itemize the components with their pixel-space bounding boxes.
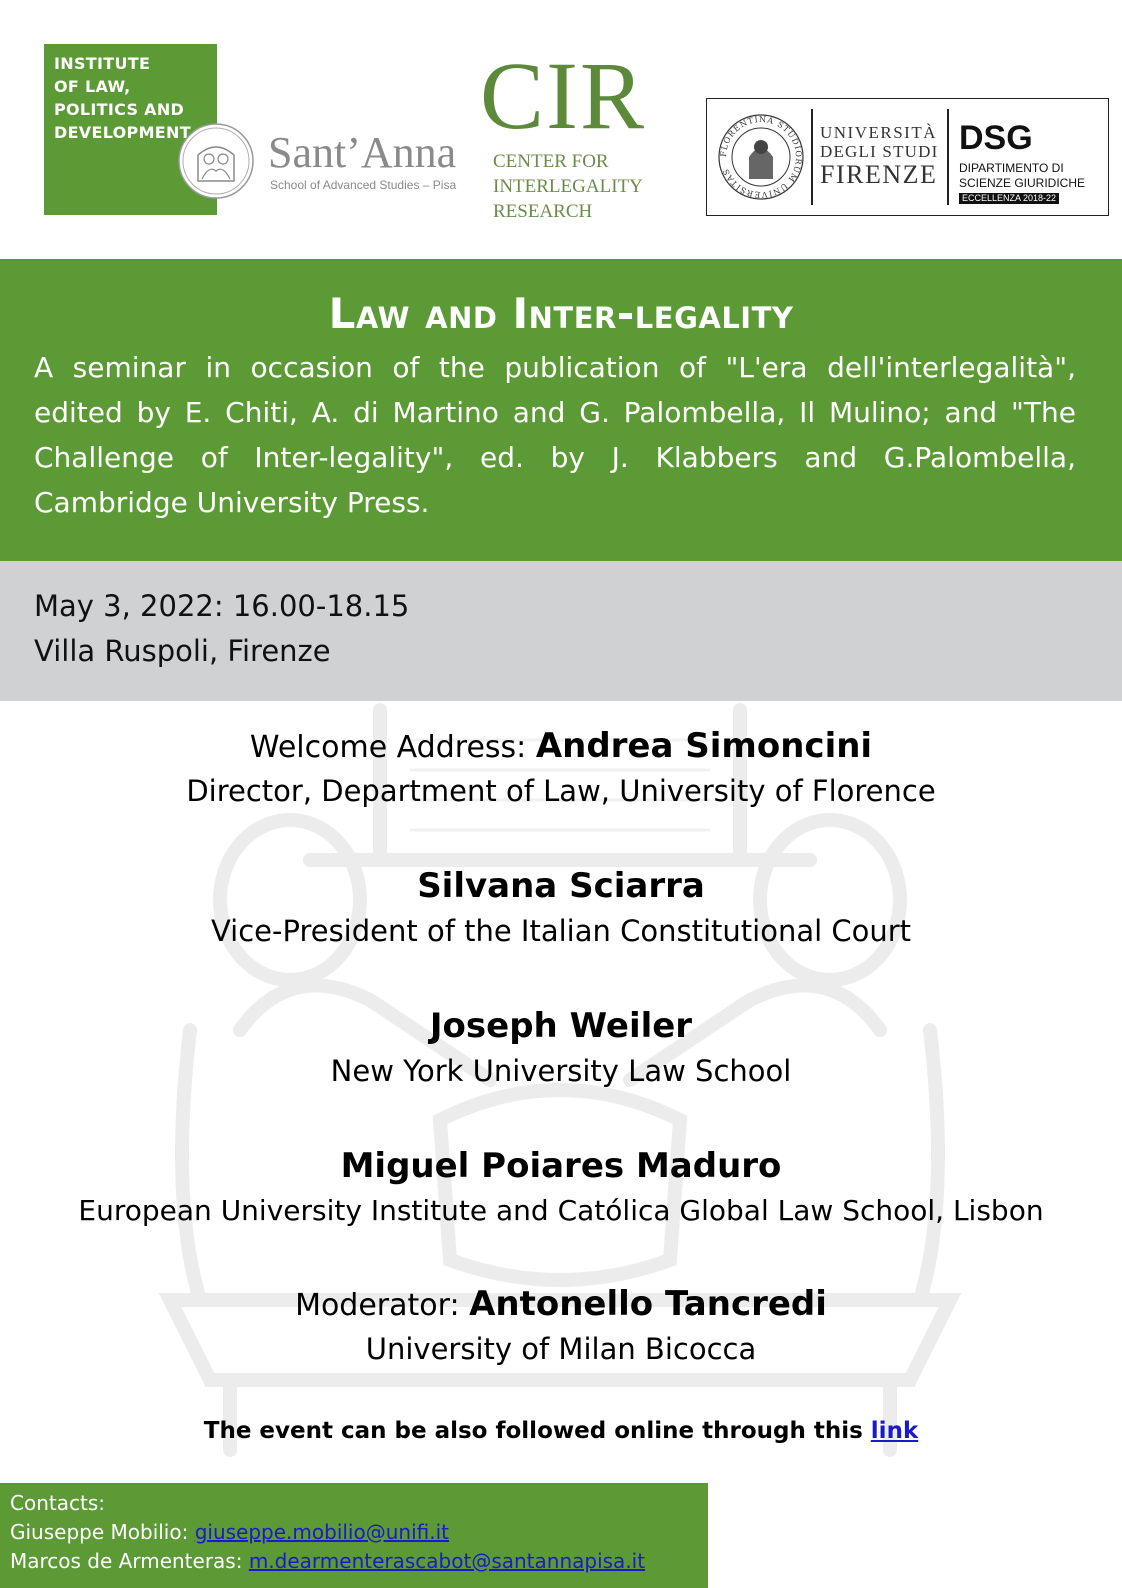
contact-email-link[interactable]: m.dearmenterascabot@santannapisa.it [248, 1549, 646, 1573]
cir-abbr: CIR [480, 42, 647, 149]
speaker-affiliation: New York University Law School [330, 1054, 792, 1088]
contact-name: Giuseppe Mobilio: [10, 1520, 195, 1544]
dsg-full-name: DIPARTIMENTO DI SCIENZE GIURIDICHE [959, 161, 1086, 190]
speaker-name: Joseph Weiler [429, 1006, 693, 1046]
santanna-subtitle: School of Advanced Studies – Pisa [270, 178, 457, 192]
contact-name: Marcos de Armenteras: [10, 1549, 249, 1573]
speaker-name: Silvana Sciarra [417, 866, 705, 906]
event-title: Law and Inter-legality [328, 289, 794, 338]
unifi-seal-icon [717, 113, 805, 201]
contact-row [10, 1547, 698, 1576]
santanna-seal-icon [176, 121, 256, 201]
online-notice [0, 1418, 1122, 1444]
contact-row [10, 1518, 698, 1547]
title-band [0, 259, 1122, 561]
divider [811, 109, 813, 205]
speaker-item [0, 866, 1122, 954]
speaker-name: Miguel Poiares Maduro [340, 1146, 782, 1186]
divider [947, 109, 949, 205]
speaker-item [0, 1284, 1122, 1372]
online-text: The event can be also followed online through this [203, 1418, 871, 1444]
speaker-item [0, 1146, 1122, 1234]
speaker-affiliation: University of Milan Bicocca [365, 1332, 757, 1366]
unifi-line3: FIRENZE [820, 160, 938, 189]
contact-email-link[interactable]: giuseppe.mobilio@unifi.it [194, 1520, 449, 1544]
speaker-role: Welcome Address: [249, 730, 536, 765]
date-band [0, 561, 1122, 701]
cir-full-name: CENTER FOR INTERLEGALITY RESEARCH [493, 151, 643, 222]
unifi-name [820, 123, 939, 189]
speaker-name: Andrea Simoncini [535, 726, 873, 766]
contacts-heading: Contacts: [10, 1491, 105, 1515]
santanna-name: Sant’Anna [268, 128, 457, 177]
speaker-affiliation: Director, Department of Law, University of Florence [186, 774, 936, 808]
speaker-role: Moderator: [295, 1288, 470, 1323]
online-link[interactable]: link [870, 1418, 919, 1444]
contacts-box [0, 1483, 708, 1588]
speaker-item [0, 1006, 1122, 1094]
unifi-line1: UNIVERSITÀ [820, 123, 937, 142]
event-subtitle: A seminar in occasion of the publication of "L'era dell'interlegalità", edited by E. Chiti, A. di Martino and G. Palombella, Il Mulino; and "The Challenge of Inter-legality", ed. by J. Klabbers and G.Palombella, Cambridge University Press. [34, 351, 1076, 519]
event-place: Villa Ruspoli, Firenze [34, 634, 331, 668]
dsg-abbr: DSG [959, 119, 1033, 157]
speaker-item [0, 726, 1122, 814]
unifi-line2: DEGLI STUDI [820, 142, 939, 161]
speaker-name: Antonello Tancredi [469, 1284, 827, 1324]
event-date: May 3, 2022: 16.00-18.15 [34, 589, 410, 623]
unifi-dsg-logo [706, 98, 1109, 216]
speaker-affiliation: Vice-President of the Italian Constitutional Court [210, 914, 912, 948]
speaker-affiliation: European University Institute and Católica Global Law School, Lisbon [78, 1194, 1044, 1227]
unifi-seal-text: FLORENTINA STUDIORUM UNIVERSITAS [718, 114, 804, 200]
dsg-excellence-tag: ECCELLENZA 2018-22 [959, 193, 1059, 204]
iled-logo-text: INSTITUTE OF LAW, POLITICS AND DEVELOPMENT [54, 54, 191, 142]
